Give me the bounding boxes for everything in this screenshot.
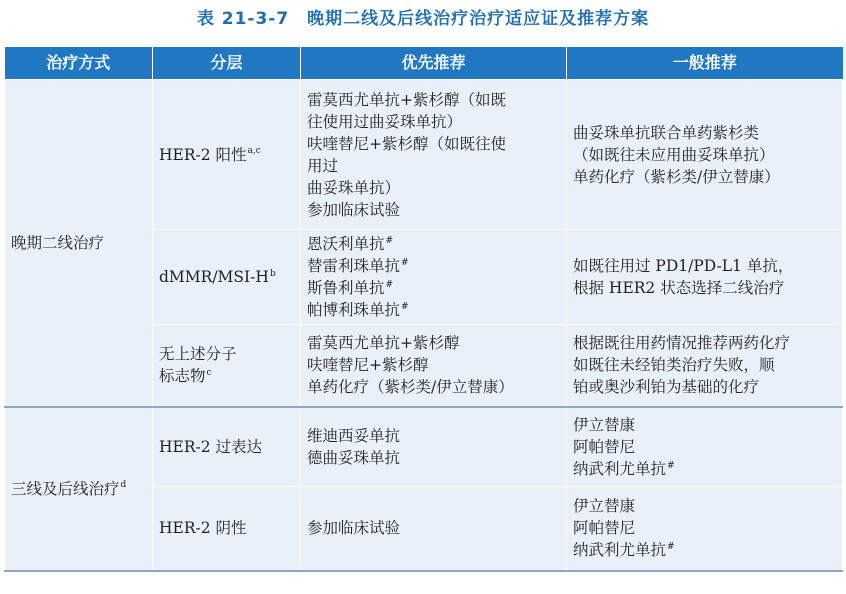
footnote-mark: b xyxy=(269,268,276,279)
preferred-line xyxy=(307,376,560,398)
preferred-line xyxy=(307,332,560,354)
general-line xyxy=(573,354,836,376)
general-line-text: 阿帕替尼 xyxy=(573,519,636,538)
general-line xyxy=(573,495,836,517)
layer-cell xyxy=(153,80,301,230)
footnote-mark: # xyxy=(667,542,675,553)
header-layer: 分层 xyxy=(153,47,301,80)
preferred-line xyxy=(307,517,560,539)
header-general: 一般推荐 xyxy=(567,47,843,80)
preferred-cell xyxy=(301,80,567,230)
general-cell xyxy=(567,487,843,571)
general-line-text: 如既往用过 PD1/PD-L1 单抗， xyxy=(573,257,794,275)
preferred-cell xyxy=(301,407,567,487)
preferred-line-text: 往使用过曲妥珠单抗） xyxy=(307,112,463,131)
table-body xyxy=(5,80,843,571)
preferred-line-text: 参加临床试验 xyxy=(307,519,401,538)
general-line xyxy=(573,122,836,144)
general-line xyxy=(573,255,836,277)
general-line xyxy=(573,144,836,166)
general-line-text: 纳武利尤单抗 xyxy=(573,541,667,560)
header-row xyxy=(5,47,843,80)
table-caption: 表 21-3-7 晚期二线及后线治疗治疗适应证及推荐方案 xyxy=(196,9,650,29)
preferred-line-text: 恩沃利单抗 xyxy=(307,235,385,253)
preferred-line-text: 呋喹替尼+紫杉醇（如既往使 xyxy=(307,134,506,153)
general-line xyxy=(573,458,836,480)
layer-name: HER-2 阳性 xyxy=(159,145,247,164)
general-line-text: 根据 HER2 状态选择二线治疗 xyxy=(573,279,785,297)
preferred-line-text: 替雷利珠单抗 xyxy=(307,257,401,275)
footnote-mark: # xyxy=(401,301,409,312)
general-line xyxy=(573,376,836,398)
general-line-text: 伊立替康 xyxy=(573,415,636,434)
footnote-mark: # xyxy=(667,460,675,471)
treatment-cell xyxy=(5,407,153,571)
treatment-name: 三线及后线治疗 xyxy=(11,479,120,498)
footnote-mark: c xyxy=(206,368,212,379)
preferred-line-text: 帕博利珠单抗 xyxy=(307,301,401,319)
preferred-line-text: 维迪西妥单抗 xyxy=(307,426,401,445)
general-cell xyxy=(567,80,843,230)
footnote-mark: d xyxy=(120,480,127,491)
preferred-line-text: 雷莫西尤单抗+紫杉醇 xyxy=(307,334,460,353)
preferred-line-text: 斯鲁利单抗 xyxy=(307,279,385,297)
general-cell xyxy=(567,230,843,325)
general-line xyxy=(573,414,836,436)
general-line-text: 曲妥珠单抗联合单药紫杉类 xyxy=(573,123,760,142)
preferred-line-text: 参加临床试验 xyxy=(307,200,401,219)
layer-cell xyxy=(153,230,301,325)
general-line xyxy=(573,436,836,458)
preferred-line-text: 德曲妥珠单抗 xyxy=(307,448,401,467)
footnote-mark: a,c xyxy=(247,146,261,157)
general-line-text: 纳武利尤单抗 xyxy=(573,459,667,478)
preferred-line xyxy=(307,277,560,299)
preferred-line xyxy=(307,354,560,376)
table-row xyxy=(5,407,843,487)
preferred-line-text: 呋喹替尼+紫杉醇 xyxy=(307,356,429,375)
preferred-line xyxy=(307,233,560,255)
preferred-cell xyxy=(301,487,567,571)
footnote-mark: # xyxy=(401,257,409,268)
preferred-line xyxy=(307,299,560,321)
preferred-line-text: 单药化疗（紫杉类/伊立替康） xyxy=(307,378,514,397)
header-treatment: 治疗方式 xyxy=(5,47,153,80)
preferred-line-text: 用过 xyxy=(307,156,339,175)
layer-name: 无上述分子 标志物 xyxy=(159,345,237,386)
layer-cell xyxy=(153,325,301,407)
general-line-text: 伊立替康 xyxy=(573,497,636,516)
general-line-text: 如既往未经铂类治疗失败，顺 xyxy=(573,356,775,375)
table-row xyxy=(5,80,843,230)
preferred-cell xyxy=(301,230,567,325)
layer-name: HER-2 过表达 xyxy=(159,437,263,456)
preferred-line xyxy=(307,177,560,199)
preferred-line xyxy=(307,133,560,155)
footnote-mark: # xyxy=(385,279,394,290)
general-line xyxy=(573,277,836,299)
general-line xyxy=(573,332,836,354)
preferred-line xyxy=(307,155,560,177)
preferred-line xyxy=(307,111,560,133)
preferred-line xyxy=(307,447,560,469)
footnote-mark: # xyxy=(385,235,394,246)
treatment-name: 晚期二线治疗 xyxy=(11,233,105,252)
layer-cell xyxy=(153,487,301,571)
preferred-line xyxy=(307,89,560,111)
general-line-text: 铂或奥沙利铂为基础的化疗 xyxy=(573,378,760,397)
preferred-line-text: 雷莫西尤单抗+紫杉醇（如既 xyxy=(307,90,506,109)
treatment-cell xyxy=(5,80,153,407)
layer-cell xyxy=(153,407,301,487)
recommendation-table xyxy=(4,47,843,572)
general-cell xyxy=(567,407,843,487)
preferred-line xyxy=(307,425,560,447)
general-line-text: （如既往未应用曲妥珠单抗） xyxy=(573,145,775,164)
general-line-text: 单药化疗（紫杉类/伊立替康） xyxy=(573,167,780,186)
general-cell xyxy=(567,325,843,407)
layer-name: HER-2 阴性 xyxy=(159,519,247,538)
general-line-text: 阿帕替尼 xyxy=(573,437,636,456)
preferred-line xyxy=(307,199,560,221)
general-line xyxy=(573,517,836,539)
preferred-cell xyxy=(301,325,567,407)
header-preferred: 优先推荐 xyxy=(301,47,567,80)
preferred-line xyxy=(307,255,560,277)
layer-name: dMMR/MSI-H xyxy=(159,268,269,286)
general-line xyxy=(573,539,836,561)
preferred-line-text: 曲妥珠单抗） xyxy=(307,178,401,197)
general-line xyxy=(573,166,836,188)
general-line-text: 根据既往用药情况推荐两药化疗 xyxy=(573,334,791,353)
